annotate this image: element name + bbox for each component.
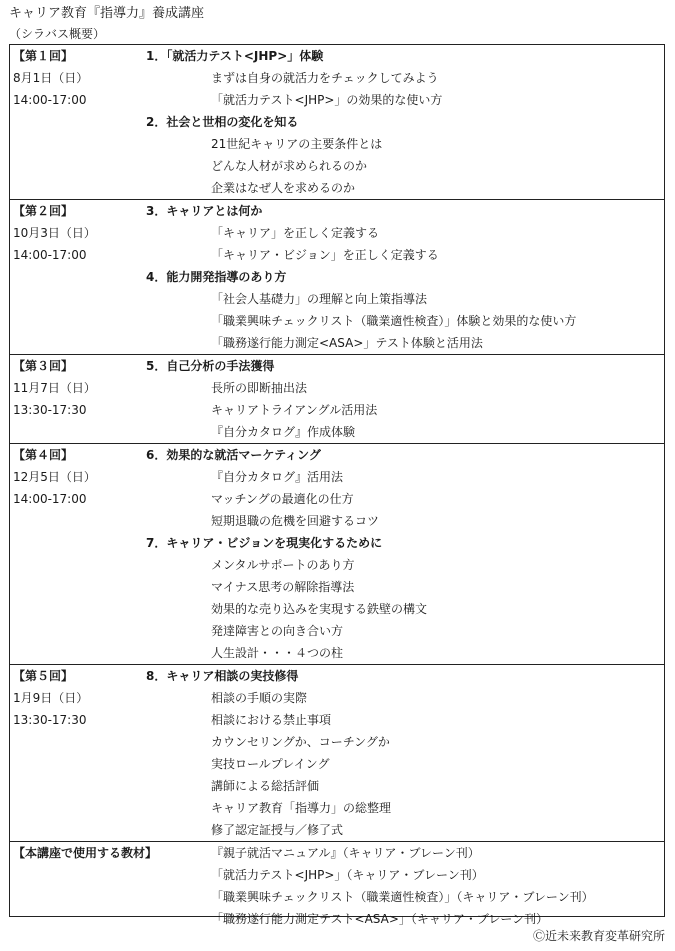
table-row — [10, 687, 664, 709]
session-block — [10, 355, 664, 444]
topic-item: 21世紀キャリアの主要条件とは — [211, 137, 383, 151]
section-heading: 8．キャリア相談の実技修得 — [146, 669, 299, 683]
table-row — [10, 488, 664, 510]
session-label: 【第２回】 — [13, 204, 74, 218]
document-subtitle: （シラバス概要） — [9, 27, 106, 41]
session-label: 【第３回】 — [13, 359, 74, 373]
syllabus-table — [9, 44, 665, 926]
materials-label: 【本講座で使用する教材】 — [13, 846, 158, 860]
topic-item: 「社会人基礎力」の理解と向上策指導法 — [211, 292, 428, 306]
topic-item: 「キャリア」を正しく定義する — [211, 226, 380, 240]
copyright-footer: Ⓒ近未来教育変革研究所 — [532, 929, 665, 943]
table-row — [10, 797, 664, 819]
topic-item: 発達障害との向き合い方 — [211, 624, 344, 638]
topic-item: 企業はなぜ人を求めるのか — [211, 181, 356, 195]
topic-item: 実技ロールプレイング — [211, 757, 330, 771]
topic-item: 効果的な売り込みを実現する鉄壁の構文 — [211, 602, 428, 616]
table-row — [10, 620, 664, 642]
session-date: 10月3日（日） — [13, 226, 96, 240]
topic-item: マイナス思考の解除指導法 — [211, 580, 355, 594]
table-row — [10, 310, 664, 332]
table-row — [10, 576, 664, 598]
table-row — [10, 819, 664, 841]
topic-item: 人生設計・・・４つの柱 — [211, 646, 344, 660]
topic-item: 相談の手順の実際 — [211, 691, 308, 705]
table-row — [10, 222, 664, 244]
table-row — [10, 288, 664, 310]
topic-item: 「就活力テスト<JHP>」の効果的な使い方 — [211, 93, 443, 107]
table-row — [10, 532, 664, 554]
table-row — [10, 642, 664, 664]
topic-item: キャリア教育「指導力」の総整理 — [211, 801, 392, 815]
table-row — [10, 665, 664, 687]
table-row — [10, 244, 664, 266]
session-date: 11月7日（日） — [13, 381, 96, 395]
table-row — [10, 89, 664, 111]
table-row — [10, 111, 664, 133]
table-row — [10, 177, 664, 199]
session-block — [10, 200, 664, 355]
material-item: 「就活力テスト<JHP>」（キャリア・ブレーン刊） — [211, 868, 484, 882]
session-date: 8月1日（日） — [13, 71, 89, 85]
session-time: 13:30-17:30 — [13, 713, 87, 727]
session-time: 14:00-17:00 — [13, 93, 87, 107]
table-row — [10, 598, 664, 620]
topic-item: カウンセリングか、コーチングか — [211, 735, 390, 749]
table-row — [10, 444, 664, 466]
session-time: 13:30-17:30 — [13, 403, 87, 417]
session-time: 14:00-17:00 — [13, 248, 87, 262]
table-row — [10, 466, 664, 488]
table-row — [10, 377, 664, 399]
topic-item: どんな人材が求められるのか — [211, 159, 368, 173]
material-item: 「職務遂行能力測定テスト<ASA>」（キャリア・ブレーン刊） — [211, 912, 549, 926]
table-row — [10, 155, 664, 177]
table-row — [10, 886, 664, 908]
topic-item: 講師による総括評価 — [211, 779, 320, 793]
topic-item: 「職務遂行能力測定<ASA>」テスト体験と活用法 — [211, 336, 483, 350]
topic-item: 修了認定証授与／修了式 — [211, 823, 344, 837]
session-label: 【第１回】 — [13, 49, 74, 63]
table-row — [10, 133, 664, 155]
table-row — [10, 775, 664, 797]
topic-item: 長所の即断抽出法 — [211, 381, 308, 395]
material-item: 『親子就活マニュアル』（キャリア・ブレーン刊） — [211, 846, 480, 860]
session-date: 12月5日（日） — [13, 470, 96, 484]
table-row — [10, 510, 664, 532]
table-row — [10, 864, 664, 886]
topic-item: 「キャリア・ビジョン」を正しく定義する — [211, 248, 439, 262]
section-heading: 6．効果的な就活マーケティング — [146, 448, 321, 462]
section-heading: 2．社会と世相の変化を知る — [146, 115, 299, 129]
table-row — [10, 332, 664, 354]
topic-item: まずは自身の就活力をチェックしてみよう — [211, 71, 439, 85]
topic-item: 『自分カタログ』活用法 — [211, 470, 344, 484]
table-row — [10, 842, 664, 864]
section-heading: 4．能力開発指導のあり方 — [146, 270, 287, 284]
material-item: 「職業興味チェックリスト（職業適性検査）」（キャリア・ブレーン刊） — [211, 890, 594, 904]
topic-item: メンタルサポートのあり方 — [211, 558, 355, 572]
table-row — [10, 399, 664, 421]
table-row — [10, 753, 664, 775]
topic-item: 『自分カタログ』作成体験 — [211, 425, 356, 439]
topic-item: 「職業興味チェックリスト（職業適性検査）」体験と効果的な使い方 — [211, 314, 577, 328]
session-block — [10, 45, 664, 200]
table-row — [10, 45, 664, 67]
table-row — [10, 200, 664, 222]
session-block — [10, 444, 664, 665]
document-title: キャリア教育『指導力』養成講座 — [9, 6, 205, 21]
topic-item: 短期退職の危機を回避するコツ — [211, 514, 380, 528]
session-label: 【第５回】 — [13, 669, 74, 683]
table-row — [10, 67, 664, 89]
session-date: 1月9日（日） — [13, 691, 89, 705]
topic-item: マッチングの最適化の仕方 — [211, 492, 354, 506]
table-row — [10, 709, 664, 731]
table-row — [10, 355, 664, 377]
section-heading: 3．キャリアとは何か — [146, 204, 263, 218]
section-heading: 7．キャリア・ビジョンを現実化するために — [146, 536, 383, 550]
topic-item: 相談における禁止事項 — [211, 713, 332, 727]
section-heading: 5．自己分析の手法獲得 — [146, 359, 275, 373]
table-row — [10, 421, 664, 443]
materials-block — [10, 842, 664, 930]
section-heading: 1．「就活力テスト<JHP>」体験 — [146, 49, 324, 63]
table-row — [10, 731, 664, 753]
topic-item: キャリアトライアングル活用法 — [211, 403, 378, 417]
session-time: 14:00-17:00 — [13, 492, 87, 506]
session-block — [10, 665, 664, 842]
table-row — [10, 266, 664, 288]
table-row — [10, 554, 664, 576]
session-label: 【第４回】 — [13, 448, 74, 462]
